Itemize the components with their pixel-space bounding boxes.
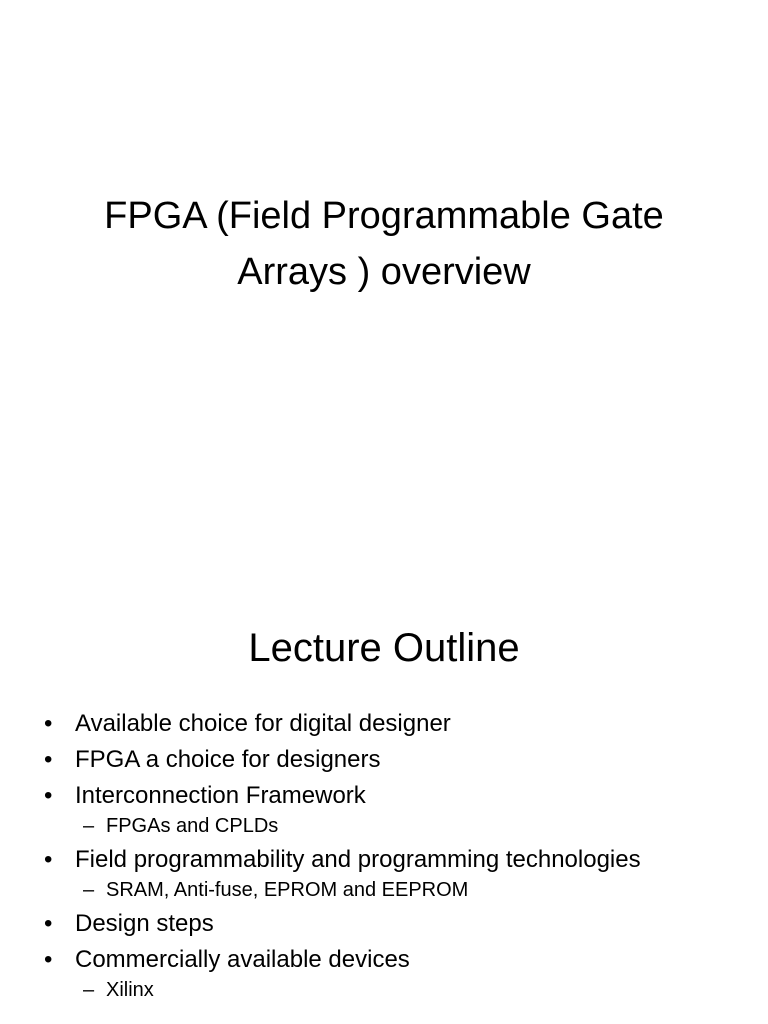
dash-icon: – — [83, 979, 95, 1001]
outline-item — [44, 945, 744, 1003]
outline-item-text: Field programmability and programming technologies — [75, 846, 641, 873]
slide-lecture-outline — [0, 576, 768, 1024]
outline-item-text: FPGA a choice for designers — [75, 746, 381, 773]
outline-item-text: Available choice for digital designer — [75, 710, 451, 737]
outline-item — [44, 845, 744, 903]
bullet-icon: • — [44, 946, 53, 973]
outline-sub-item-text: Xilinx — [106, 979, 154, 1001]
bullet-icon: • — [44, 782, 53, 809]
outline-sub-item — [75, 977, 744, 1003]
outline-item — [44, 709, 744, 739]
bullet-icon: • — [44, 746, 53, 773]
slide-title-heading — [0, 188, 768, 300]
bullet-icon: • — [44, 910, 53, 937]
dash-icon: – — [83, 879, 95, 901]
outline-item-text: Design steps — [75, 910, 214, 937]
outline-item — [44, 781, 744, 839]
bullet-icon: • — [44, 710, 53, 737]
title-line-1: FPGA (Field Programmable Gate — [104, 195, 664, 237]
outline-item-text: Commercially available devices — [75, 946, 410, 973]
title-line-2: Arrays ) overview — [237, 251, 531, 293]
outline-sub-item — [75, 813, 744, 839]
outline-item-text: Interconnection Framework — [75, 782, 366, 809]
bullet-icon: • — [44, 846, 53, 873]
outline-sub-item-text: SRAM, Anti-fuse, EPROM and EEPROM — [106, 879, 469, 901]
outline-sub-list — [75, 877, 744, 903]
outline-item — [44, 745, 744, 775]
outline-sub-list — [75, 977, 744, 1003]
outline-item — [44, 909, 744, 939]
outline-sub-item-text: FPGAs and CPLDs — [106, 815, 279, 837]
outline-sub-list — [75, 813, 744, 839]
outline-sub-item — [75, 877, 744, 903]
dash-icon: – — [83, 815, 95, 837]
outline-list — [44, 709, 744, 1009]
outline-title: Lecture Outline — [248, 626, 520, 670]
